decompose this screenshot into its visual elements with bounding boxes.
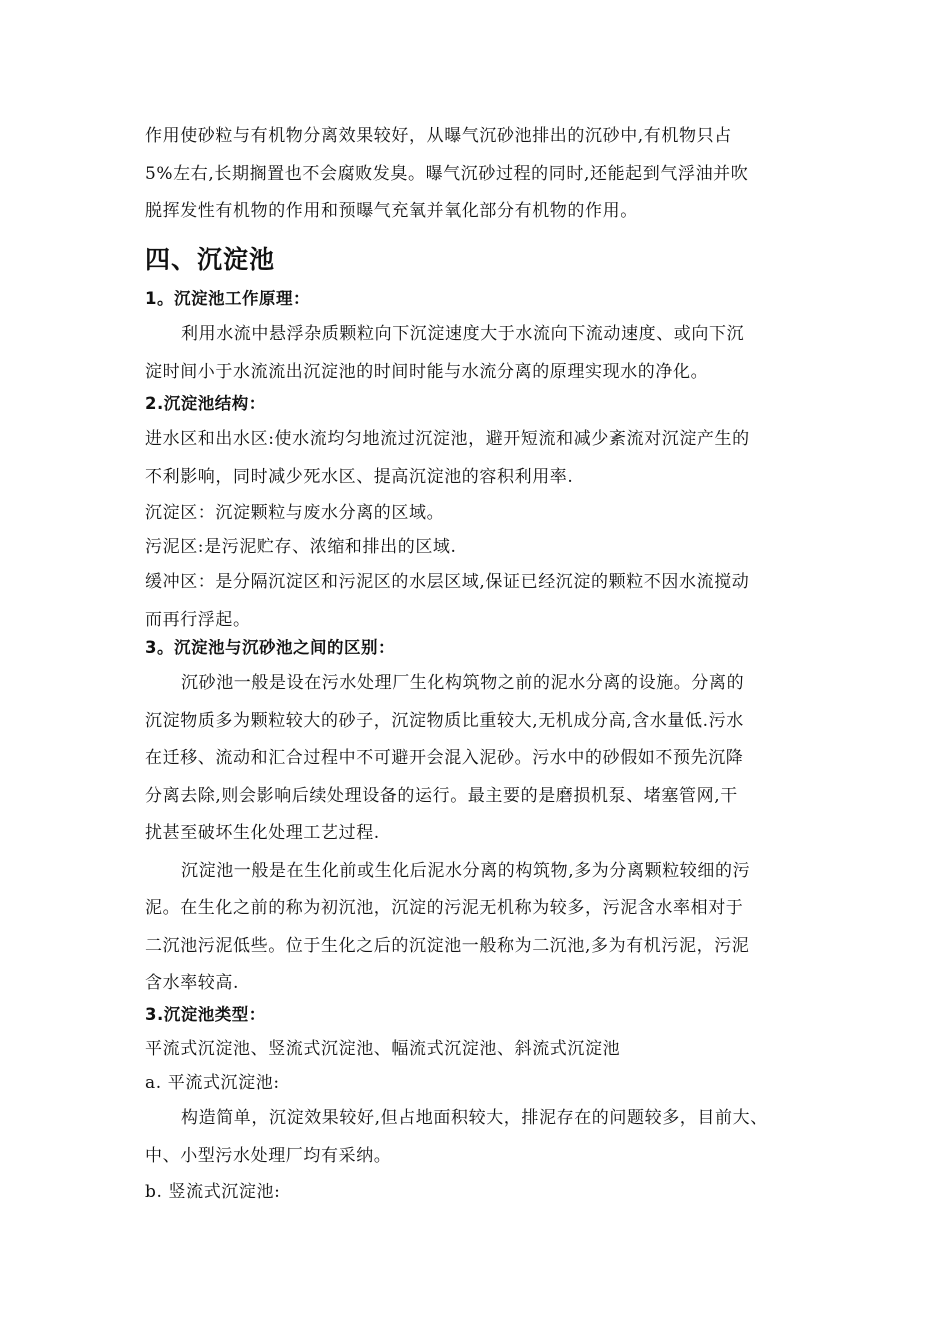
structure-inlet-line: 进水区和出水区:使水流均匀地流过沉淀池，避开短流和减少紊流对沉淀产生的 [145,429,750,449]
intro-paragraph [145,118,820,231]
difference-line: 泥。在生化之前的称为初沉池，沉淀的污泥无机称为较多，污泥含水率相对于 [145,898,744,918]
structure-settling: 沉淀区：沉淀颗粒与废水分离的区域。 [145,503,445,523]
structure-block [145,387,820,639]
section-title: 四、沉淀池 [145,245,276,274]
principle-line: 利用水流中悬浮杂质颗粒向下沉淀速度大于水流向下流动速度、或向下沉 [181,324,745,344]
types-block [145,998,820,1209]
principle-heading: 1。沉淀池工作原理： [145,289,310,308]
difference-line: 含水率较高. [145,973,240,993]
structure-buffer-line: 而再行浮起。 [145,609,251,630]
type-b-label: b. 竖流式沉淀池: [145,1182,281,1202]
difference-line: 扰甚至破坏生化处理工艺过程. [145,823,380,843]
types-list: 平流式沉淀池、竖流式沉淀池、幅流式沉淀池、斜流式沉淀池 [145,1039,621,1059]
difference-line: 沉砂池一般是设在污水处理厂生化构筑物之前的泥水分离的设施。分离的 [181,673,745,693]
type-a-line: 构造简单，沉淀效果较好,但占地面积较大，排泥存在的问题较多，目前大、 [181,1108,768,1128]
difference-line: 分离去除,则会影响后续处理设备的运行。最主要的是磨损机泵、堵塞管网,干 [145,785,738,806]
principle-block [145,282,820,391]
difference-block [145,631,820,1003]
difference-line: 沉淀池一般是在生化前或生化后泥水分离的构筑物,多为分离颗粒较细的污 [181,860,751,881]
difference-heading: 3。沉淀池与沉砂池之间的区别： [145,638,395,657]
types-heading: 3.沉淀池类型： [145,1005,266,1024]
difference-line: 在迁移、流动和汇合过程中不可避开会混入泥砂。污水中的砂假如不预先沉降 [145,748,744,768]
intro-line: 5%左右,长期搁置也不会腐败发臭。曝气沉砂过程的同时,还能起到气浮油并吹 [145,163,749,184]
difference-line: 沉淀物质多为颗粒较大的砂子，沉淀物质比重较大,无机成分高,含水量低.污水 [145,710,744,731]
intro-line: 作用使砂粒与有机物分离效果较好，从曝气沉砂池排出的沉砂中,有机物只占 [145,126,732,146]
structure-buffer-line: 缓冲区：是分隔沉淀区和污泥区的水层区域,保证已经沉淀的颗粒不因水流搅动 [145,572,750,592]
intro-line: 脱挥发性有机物的作用和预曝气充氧并氧化部分有机物的作用。 [145,201,638,221]
structure-heading: 2.沉淀池结构： [145,394,266,413]
difference-line: 二沉池污泥低些。位于生化之后的沉淀池一般称为二沉池,多为有机污泥，污泥 [145,935,750,956]
structure-sludge: 污泥区:是污泥贮存、浓缩和排出的区域. [145,537,457,557]
structure-inlet-line: 不利影响，同时减少死水区、提高沉淀池的容积利用率. [145,466,574,487]
principle-line: 淀时间小于水流流出沉淀池的时间时能与水流分离的原理实现水的净化。 [145,361,709,382]
type-a-line: 中、小型污水处理厂均有采纳。 [145,1145,392,1166]
type-a-label: a. 平流式沉淀池: [145,1073,280,1093]
